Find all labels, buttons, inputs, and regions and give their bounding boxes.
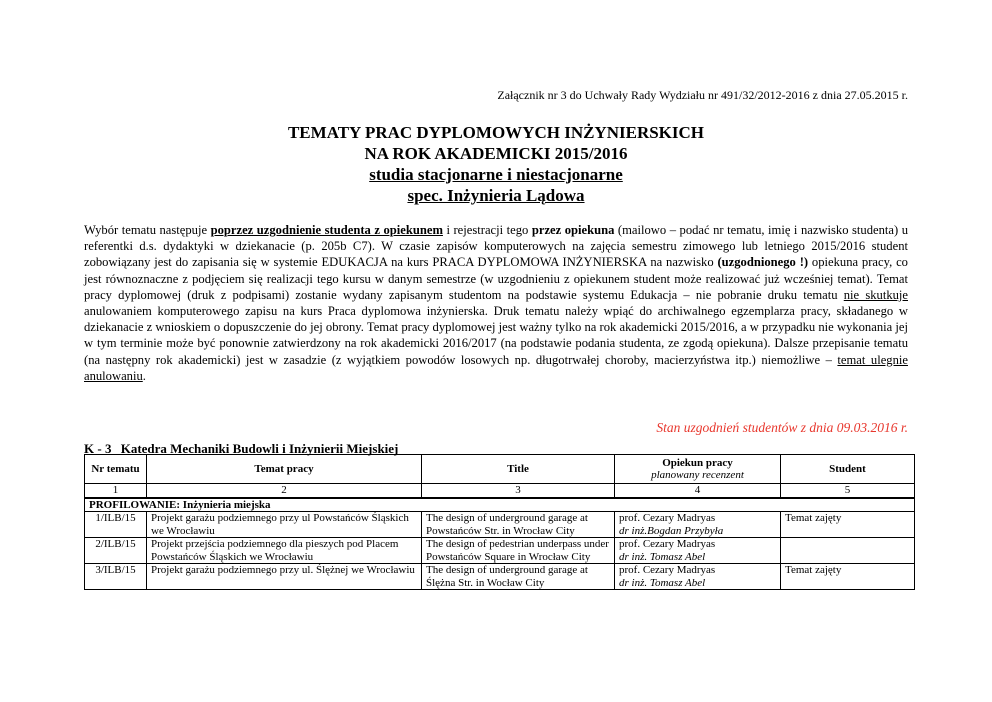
cell-nr: 1/ILB/15 — [85, 512, 147, 538]
cell-title: The design of underground garage at Powstańców Str. in Wrocław City — [422, 512, 615, 538]
title-line-1: TEMATY PRAC DYPLOMOWYCH INŻYNIERSKICH — [287, 123, 705, 142]
column-number: 4 — [615, 484, 781, 498]
supervisor-name: prof. Cezary Madryas — [619, 564, 716, 576]
cell-opiekun — [615, 512, 781, 538]
department-name: Katedra Mechaniki Budowli i Inżynierii Miejskiej — [120, 441, 399, 456]
intro-paragraph — [84, 222, 908, 384]
department-code: K - 3 — [84, 441, 112, 456]
reviewer-name: dr inż.Bogdan Przybyła — [619, 524, 724, 537]
intro-underline: temat ulegnie anulowaniu — [84, 352, 908, 383]
table-row — [85, 564, 915, 590]
reviewer-name: dr inż. Tomasz Abel — [619, 576, 706, 589]
intro-text: anulowaniem komputerowego zapisu na kurs Praca dyplomowa inżynierska. Druk tematu należy wpiąć do archiwalnego egzemplarza pracy, składanego w dziekanacie z wnioskiem o dopuszczenie do jej obrony. Temat pracy dyplomowej jest ważny tylko na rok akademicki 2015/2016, a w przypadku nie wykonania jej w tym terminie może być ponownie zatwierdzony na rok akademicki 2016/2017 (na podstawie podania studenta, ze zgodą opiekuna). Dalsze przepisanie tematu (na następny rok akademicki) jest w zasadzie (z wyjątkiem powodów losowych np. długotrwałej choroby, macierzyństwa itp.) niemożliwe – — [84, 304, 908, 367]
cell-temat: Projekt garażu podziemnego przy ul. Ślężnej we Wrocławiu — [147, 564, 422, 590]
header-student: Student — [781, 455, 915, 484]
document-title — [0, 122, 992, 206]
intro-emphasis: (uzgodnionego !) — [717, 255, 809, 270]
intro-text: Wybór tematu następuje — [84, 223, 211, 237]
table-row — [85, 512, 915, 538]
title-line-3: studia stacjonarne i niestacjonarne — [369, 165, 623, 184]
cell-nr: 2/ILB/15 — [85, 538, 147, 564]
column-number: 2 — [147, 484, 422, 498]
cell-student: Temat zajęty — [781, 512, 915, 538]
title-line-4: spec. Inżynieria Lądowa — [407, 186, 585, 205]
title-line-2: NA ROK AKADEMICKI 2015/2016 — [364, 144, 628, 163]
cell-nr: 3/ILB/15 — [85, 564, 147, 590]
header-recenzent-label: planowany recenzent — [651, 469, 744, 481]
status-note: Stan uzgodnień studentów z dnia 09.03.2016 r. — [656, 420, 908, 435]
cell-temat: Projekt przejścia podziemnego dla pieszych pod Placem Powstańców Śląskich we Wrocławiu — [147, 538, 422, 564]
intro-text: . — [142, 368, 146, 383]
column-number-row — [85, 484, 915, 498]
cell-opiekun — [615, 538, 781, 564]
intro-emphasis: przez opiekuna — [531, 223, 615, 237]
header-opiekun-label: Opiekun pracy — [662, 456, 733, 469]
supervisor-name: prof. Cezary Madryas — [619, 512, 716, 524]
cell-student — [781, 538, 915, 564]
intro-emphasis: poprzez uzgodnienie studenta z opiekunem — [210, 223, 443, 237]
header-opiekun — [615, 455, 781, 484]
reviewer-name: dr inż. Tomasz Abel — [619, 550, 706, 563]
intro-text: (mailowo – podać nr tematu, imię i nazwisko studenta) u referentki d.s. dydaktyki w dziekanacie (p. 205b C7). W czasie zapisów komputerowych na zajęcia semestru zimowego lub letniego 2015/2016 student zobowiązany jest do zapisania się w systemie EDUKACJA na kurs PRACA DYPLOMOWA INŻYNIERSKA na nazwisko — [84, 223, 908, 270]
cell-temat: Projekt garażu podziemnego przy ul Powstańców Śląskich we Wrocławiu — [147, 512, 422, 538]
intro-underline: nie skutkuje — [843, 287, 908, 302]
column-number: 5 — [781, 484, 915, 498]
cell-opiekun — [615, 564, 781, 590]
topics-table — [84, 454, 915, 590]
intro-text: opiekuna pracy, co jest równoznaczne z podjęciem się realizacji tego kursu w danym semestrze (w uzgodnieniu z opiekunem student może realizować już wcześniej temat). Temat pracy dyplomowej (druk z podpisami) zostanie wydany zapisanym studentom na podstawie systemu Edukacja – nie pobranie druku tematu — [84, 255, 908, 302]
cell-student: Temat zajęty — [781, 564, 915, 590]
profile-label: PROFILOWANIE: Inżynieria miejska — [85, 498, 915, 512]
header-title: Title — [422, 455, 615, 484]
cell-title: The design of underground garage at Ślężna Str. in Wocław City — [422, 564, 615, 590]
intro-text: i rejestracji tego — [442, 223, 532, 237]
header-nr: Nr tematu — [85, 455, 147, 484]
supervisor-name: prof. Cezary Madryas — [619, 538, 716, 550]
table-row — [85, 538, 915, 564]
cell-title: The design of pedestrian underpass under Powstańców Square in Wrocław City — [422, 538, 615, 564]
table-header-row — [85, 455, 915, 484]
profile-row — [85, 498, 915, 512]
annex-note: Załącznik nr 3 do Uchwały Rady Wydziału nr 491/32/2012-2016 z dnia 27.05.2015 r. — [497, 88, 908, 102]
column-number: 1 — [85, 484, 147, 498]
header-temat: Temat pracy — [147, 455, 422, 484]
column-number: 3 — [422, 484, 615, 498]
